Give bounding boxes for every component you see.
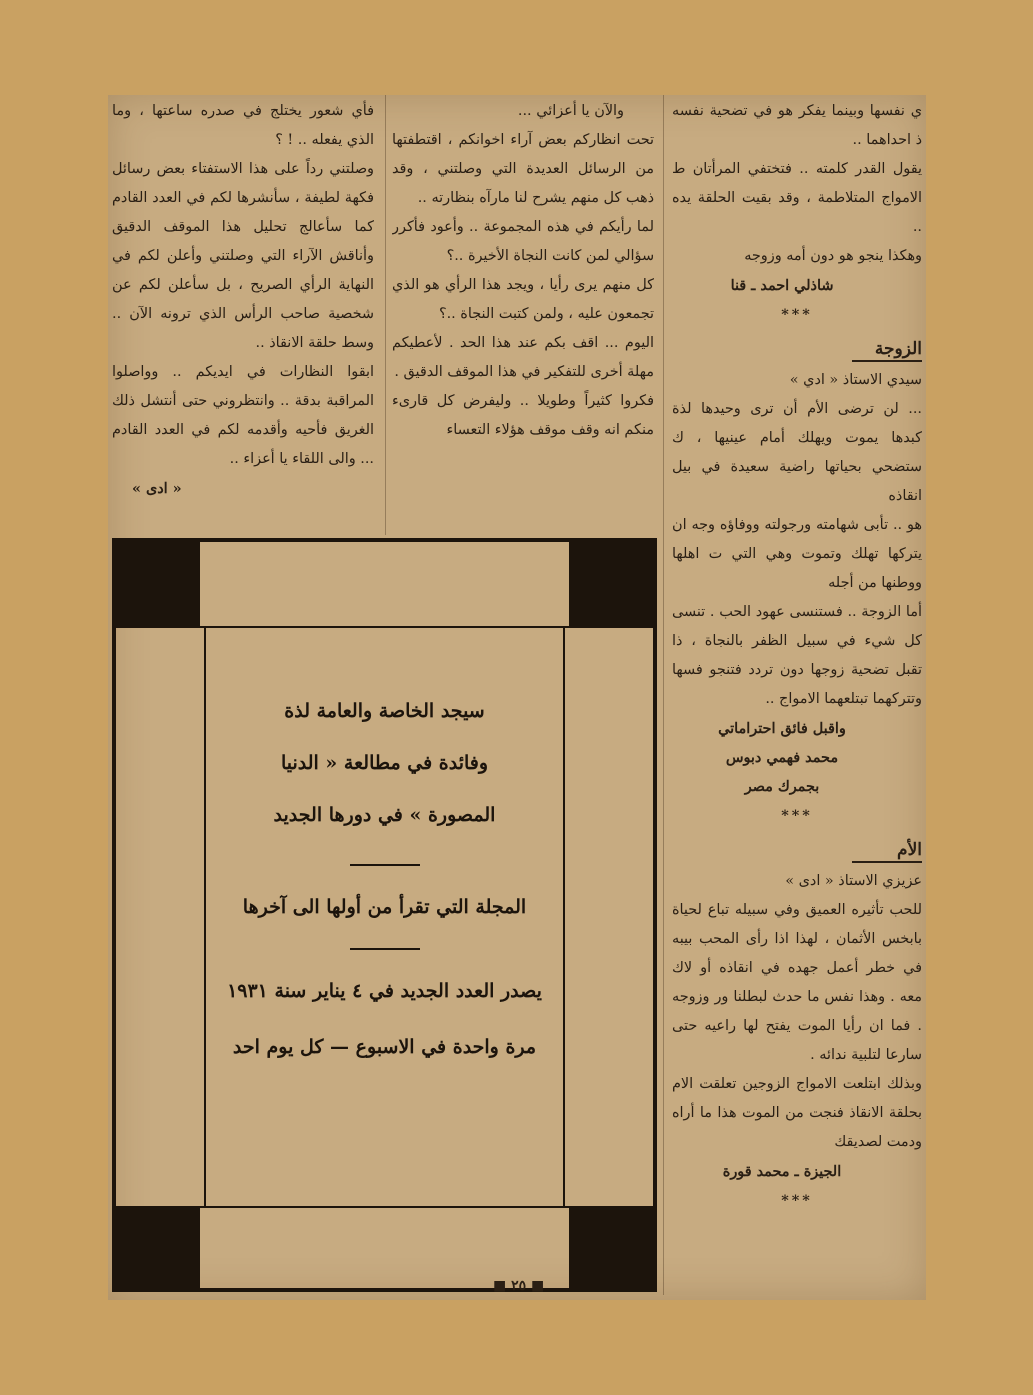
section-heading-wife: الزوجة (874, 339, 922, 359)
paragraph: ي نفسها وبينما يفكر هو في تضحية نفسه ذ احداهما .. (672, 103, 922, 148)
salutation: سيدي الاستاذ « ادي » (789, 372, 922, 388)
corner-block (116, 542, 200, 626)
left-column (112, 97, 374, 533)
frame-line (116, 1206, 204, 1208)
paragraph: وهكذا ينجو هو دون أمه وزوجه (744, 248, 922, 264)
separator-stars: *** (781, 1192, 813, 1209)
ad-line: مرة واحدة في الاسبوع — كل يوم احد (232, 1036, 537, 1058)
paragraph: والآن يا أعزائي ... (517, 103, 624, 119)
signature: « ادى » (132, 480, 182, 497)
paragraph: كل منهم يرى رأيا ، ويجد هذا الرأي هو الذي تجمعون عليه ، ولمن كتبت النجاة ..؟ (392, 277, 654, 322)
paragraph: فأي شعور يختلج في صدره ساعتها ، وما الذي يفعله .. ! ؟ (112, 103, 374, 148)
paragraph: ... لن ترضى الأم أن ترى وحيدها لذة كبدها يموت ويهلك أمام عينيها ، ك ستضحي بحياتها راضية سعيدة في بيل انقاذه (672, 401, 922, 504)
signature-location: بجمرك مصر (744, 778, 820, 795)
ad-line: يصدر العدد الجديد في ٤ يناير سنة ١٩٣١ (227, 980, 542, 1002)
paragraph: تحت انظاركم بعض آراء اخوانكم ، اقتطفتها من الرسائل العديدة التي وصلتني ، وقد ذهب كل منهم يشرح لنا مارآه بنظارته .. (392, 132, 654, 206)
middle-column (392, 97, 654, 533)
section-heading-mother: الأم (897, 840, 922, 860)
paragraph: فكروا كثيراً وطويلا .. وليفرض كل قارىء منكم انه وقف موقف هؤلاء التعساء (392, 393, 654, 438)
paragraph: هو .. تأبى شهامته ورجولته ووفاؤه وجه ان يتركها تهلك وتموت وهي التي ت اهلها ووطنها من أجله (672, 517, 922, 591)
frame-line (565, 626, 653, 628)
ad-line: وفائدة في مطالعة « الدنيا (280, 752, 489, 774)
corner-block (569, 542, 653, 626)
closing: واقبل فائق احتراماتي (718, 720, 846, 737)
advertisement-box (112, 538, 657, 1292)
page-number: ■ ٢٥ ■ (493, 1278, 545, 1294)
separator-stars: *** (781, 306, 813, 323)
ad-separator (350, 948, 420, 950)
corner-block (569, 1208, 653, 1288)
advertisement-text (216, 692, 553, 1066)
salutation: عزيزي الاستاذ « ادى » (785, 873, 922, 889)
paragraph: وبذلك ابتلعت الامواج الزوجين تعلقت الام بحلقة الانقاذ فنجت من الموت هذا ما أراه ودمت لصديقك (672, 1076, 922, 1150)
paragraph: أما الزوجة .. فستنسى عهود الحب . تنسى كل شيء في سبيل الظفر بالنجاة ، ذا تقبل تضحية زوجها دون تردد فتنجو فسها وتتركهما تبتلعهما الامواج .. (672, 604, 922, 707)
frame-line (116, 626, 204, 628)
ad-line: المجلة التي تقرأ من أولها الى آخرها (242, 896, 527, 918)
paragraph: يقول القدر كلمته .. فتختفي المرأتان ط الامواج المتلاطمة ، وقد بقيت الحلقة يده .. (672, 161, 922, 235)
signature: الجيزة ـ محمد قورة (722, 1163, 842, 1180)
right-column (672, 97, 922, 1297)
column-rule (663, 95, 664, 1295)
frame-line (565, 1206, 653, 1208)
paragraph: اليوم ... اقف بكم عند هذا الحد . لأعطيكم مهلة أخرى للتفكير في هذا الموقف الدقيق . (392, 335, 654, 380)
ad-line: المصورة » في دورها الجديد (273, 804, 496, 826)
newspaper-page (108, 95, 926, 1300)
column-rule (385, 95, 386, 535)
separator-stars: *** (781, 807, 813, 824)
paragraph: لما رأيكم في هذه المجموعة .. وأعود فأكرر سؤالي لمن كانت النجاة الأخيرة ..؟ (392, 219, 654, 264)
corner-block (116, 1208, 200, 1288)
paragraph: ابقوا النظارات في ايديكم .. وواصلوا المراقبة بدقة .. وانتظروني حتى أنتشل ذلك الغريق فأحيه وأقدمه لكم في العدد القادم ... والى اللقاء يا أعزاء .. (112, 364, 374, 467)
ad-separator (350, 864, 420, 866)
signature: محمد فهمي دبوس (725, 749, 839, 766)
paragraph: وصلتني رداً على هذا الاستفتاء بعض رسائل فكهة لطيفة ، سأنشرها لكم في العدد القادم كما سأعالج تحليل هذا الموقف الدقيق وأناقش الآراء التي وصلتني وأعلن لكم في النهاية الرأي الصريح ، بل سأعلن لكم عن شخصية صاحب الرأس الذي ترونه الآن .. وسط حلقة الانقاذ .. (112, 161, 374, 351)
signature: شاذلي احمد ـ قنا (730, 277, 834, 294)
ad-line: سيجد الخاصة والعامة لذة (284, 700, 485, 722)
paragraph: للحب تأثيره العميق وفي سبيله تباع لحياة بابخس الأثمان ، لهذا اذا رأى المحب بيبه في خطر أعمل جهده في انقاذه أو لاك معه . وهذا نفس ما حدث لبطلنا ور وزوجه . فما ان رأيا الموت يفتح لها راعيه حتى سارعا لتلبية ندائه . (672, 902, 922, 1063)
